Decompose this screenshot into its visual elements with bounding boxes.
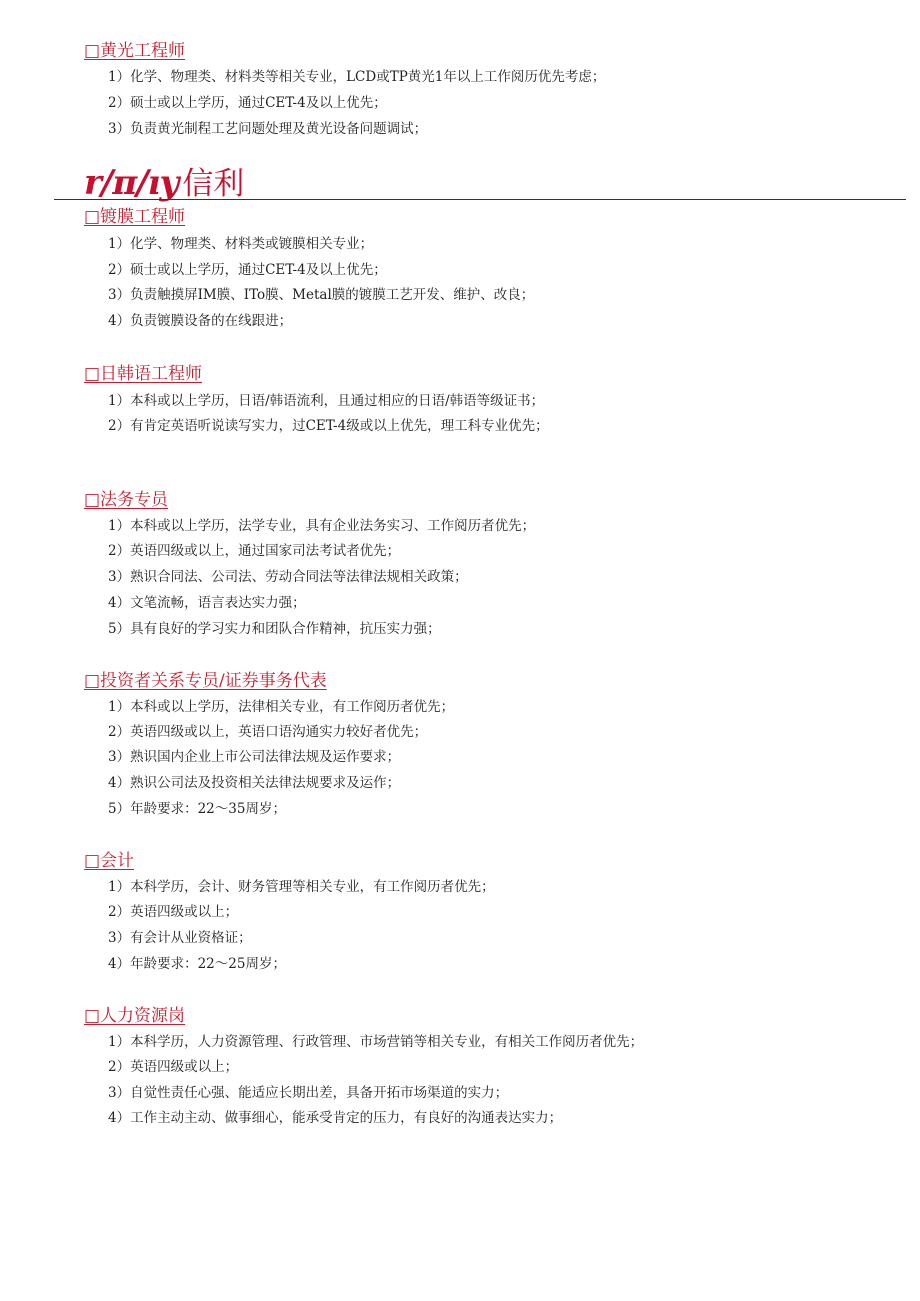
section-title: □黄光工程师 xyxy=(84,41,186,61)
section-title: □镀膜工程师 xyxy=(84,207,186,227)
brand-logo xyxy=(84,158,244,203)
list-item: 1）本科或以上学历，法学专业，具有企业法务实习、工作阅历者优先； xyxy=(108,518,536,534)
list-item: 4）文笔流畅，语言表达实力强； xyxy=(108,595,306,611)
list-item: 1）本科学历，会计、财务管理等相关专业，有工作阅历者优先； xyxy=(108,879,495,895)
list-item: 1）本科学历，人力资源管理、行政管理、市场营销等相关专业，有相关工作阅历者优先； xyxy=(108,1034,644,1050)
list-item: 1）化学、物理类、材料类等相关专业，LCD或TP黄光1年以上工作阅历优先考虑； xyxy=(108,69,606,85)
list-item: 1）本科或以上学历，日语/韩语流利，且通过相应的日语/韩语等级证书； xyxy=(108,393,545,409)
section-title: □法务专员 xyxy=(84,490,169,510)
list-item: 2）英语四级或以上； xyxy=(108,1059,239,1075)
list-item: 1）化学、物理类、材料类或镀膜相关专业； xyxy=(108,236,374,252)
list-item: 5）年龄要求：22～35周岁； xyxy=(108,801,286,817)
list-item: 3）负责触摸屏IM膜、ITo膜、Metal膜的镀膜工艺开发、维护、改良； xyxy=(108,287,535,303)
list-item: 3）熟识合同法、公司法、劳动合同法等法律法规相关政策； xyxy=(108,569,468,585)
list-item: 2）硕士或以上学历，通过CET-4及以上优先； xyxy=(108,95,387,111)
list-item: 2）硕士或以上学历，通过CET-4及以上优先； xyxy=(108,262,387,278)
list-item: 1）本科或以上学历，法律相关专业，有工作阅历者优先； xyxy=(108,699,455,715)
list-item: 3）有会计从业资格证； xyxy=(108,930,252,946)
list-item: 2）英语四级或以上，通过国家司法考试者优先； xyxy=(108,543,401,559)
list-item: 2）英语四级或以上； xyxy=(108,904,239,920)
list-item: 4）负责镀膜设备的在线跟进； xyxy=(108,313,293,329)
list-item: 3）负责黄光制程工艺问题处理及黄光设备问题调试； xyxy=(108,121,428,137)
brand-mark: r/π/ıy xyxy=(84,163,179,203)
section-title: □投资者关系专员/证券事务代表 xyxy=(84,671,327,691)
section-title: □日韩语工程师 xyxy=(84,364,203,384)
section-title: □会计 xyxy=(84,851,135,871)
section-title: □人力资源岗 xyxy=(84,1006,186,1026)
brand-name: 信利 xyxy=(182,166,245,202)
list-item: 4）年龄要求：22～25周岁； xyxy=(108,956,286,972)
header-divider xyxy=(54,199,906,200)
list-item: 4）熟识公司法及投资相关法律法规要求及运作； xyxy=(108,775,401,791)
list-item: 5）具有良好的学习实力和团队合作精神，抗压实力强； xyxy=(108,621,441,637)
list-item: 3）熟识国内企业上市公司法律法规及运作要求； xyxy=(108,749,401,765)
list-item: 4）工作主动主动、做事细心，能承受肯定的压力，有良好的沟通表达实力； xyxy=(108,1110,563,1126)
list-item: 2）有肯定英语听说读写实力，过CET-4级或以上优先，理工科专业优先； xyxy=(108,418,549,434)
list-item: 2）英语四级或以上，英语口语沟通实力较好者优先； xyxy=(108,724,428,740)
list-item: 3）自觉性责任心强、能适应长期出差，具备开拓市场渠道的实力； xyxy=(108,1085,509,1101)
